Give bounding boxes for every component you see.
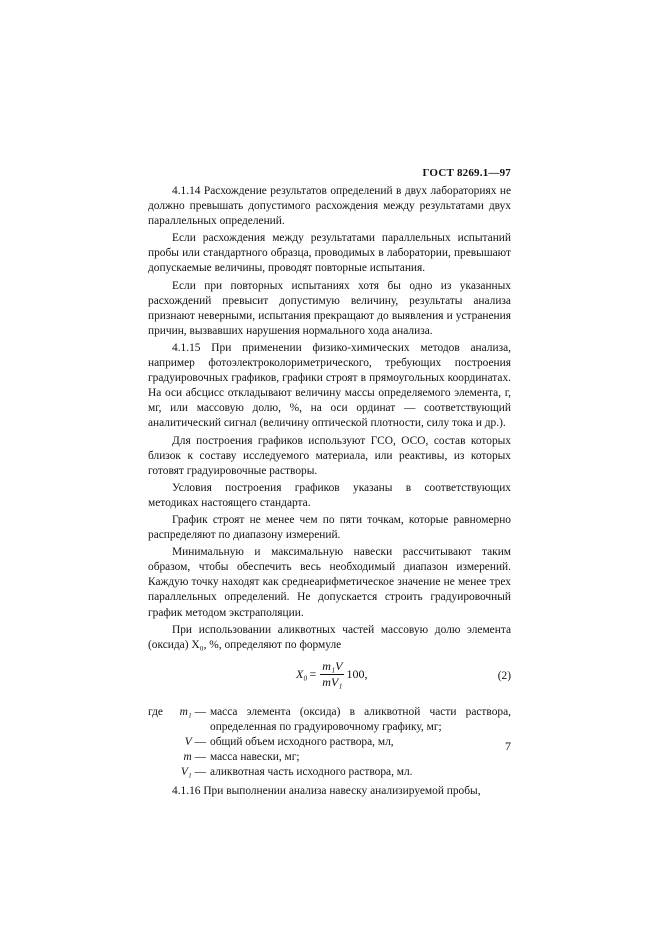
where-item: m — масса навески, мг; — [148, 750, 511, 765]
where-description: аликвотная часть исходного раствора, мл. — [210, 766, 413, 779]
where-lead: где — [148, 705, 163, 718]
where-description: масса навески, мг; — [210, 751, 300, 764]
body-text — [148, 184, 511, 801]
where-item: где m₁ — масса элемента (оксида) в аликвотной части раствора, определенная по градуировочному графику, мг; — [148, 705, 511, 735]
formula-denominator: mV₁ — [322, 674, 343, 689]
paragraph-formula-intro: При использовании аликвотных частей массовую долю элемента (оксида) X₀, %, определяют по формуле — [148, 623, 511, 651]
formula-lhs: X₀ — [296, 666, 308, 681]
standard-header: ГОСТ 8269.1—97 — [422, 167, 511, 179]
paragraph: График строят не менее чем по пяти точкам, которые равномерно распределяют по диапазону измерений. — [148, 513, 511, 542]
where-item: V₁ — аликвотная часть исходного раствора, мл. — [148, 765, 511, 780]
paragraph: Условия построения графиков указаны в соответствующих методиках настоящего стандарта. — [148, 481, 511, 509]
paragraph: Минимальную и максимальную навески рассчитывают таким образом, чтобы обеспечить весь необходимый диапазон измерений. Каждую точку находят как среднеарифметическое значение не менее трех параллельных определений. Не допускается строить градуировочный график методом экстраполяции. — [148, 546, 511, 619]
paragraph: Если при повторных испытаниях хотя бы одно из указанных расхождений превысит допустимую величину, результаты анализа признают неверными, испытания прекращают до выявления и устранения причин, вызвавших нарушения нормального хода анализа. — [148, 279, 511, 337]
formula-number: (2) — [497, 669, 511, 682]
formula-2 — [148, 655, 511, 699]
where-symbol: V₁ — [180, 766, 192, 779]
paragraph: Для построения графиков используют ГСО, ОСО, состав которых близок к составу исследуемого материала, или реактивы, из которых готовят градуировочные растворы. — [148, 434, 511, 477]
formula-equals: = — [309, 666, 317, 681]
formula-numerator: m₁V — [322, 658, 343, 673]
formula-multiplier: 100, — [346, 666, 368, 681]
paragraph-4-1-14: 4.1.14 Расхождение результатов определений в двух лабораториях не должно превышать допустимого расхождения между результатами двух параллельных определений. — [148, 185, 511, 228]
paragraph-4-1-15: 4.1.15 При применении физико-химических методов анализа, например фотоэлектроколориметрического, требующих построения градуировочных графиков, графики строят в прямоугольных координатах. На оси абсцисс откладывают величину массы определяемого элемента, г, мг, или массовую долю, %, на оси ординат — соответствующий аналитический сигнал (величину оптической плотности, силу тока и др.). — [148, 341, 511, 430]
formula-expression — [296, 659, 367, 690]
page-number: 7 — [505, 739, 511, 753]
where-list — [148, 705, 511, 780]
paragraph-4-1-16: 4.1.16 При выполнении анализа навеску анализируемой пробы, — [172, 785, 481, 798]
where-symbol: V — [184, 736, 192, 748]
paragraph: Если расхождения между результатами параллельных испытаний пробы или стандартного образца, проводимых в лаборатории, превышают допускаемые величины, проводят повторные испытания. — [148, 232, 511, 275]
where-symbol: m₁ — [179, 705, 192, 718]
where-symbol: m — [183, 751, 192, 764]
formula-fraction — [320, 659, 344, 690]
where-description: масса элемента (оксида) в аликвотной части раствора, определенная по градуировочному графику, мг; — [210, 705, 511, 733]
where-description: общий объем исходного раствора, мл, — [210, 736, 394, 748]
where-item: V — общий объем исходного раствора, мл, — [148, 735, 511, 750]
